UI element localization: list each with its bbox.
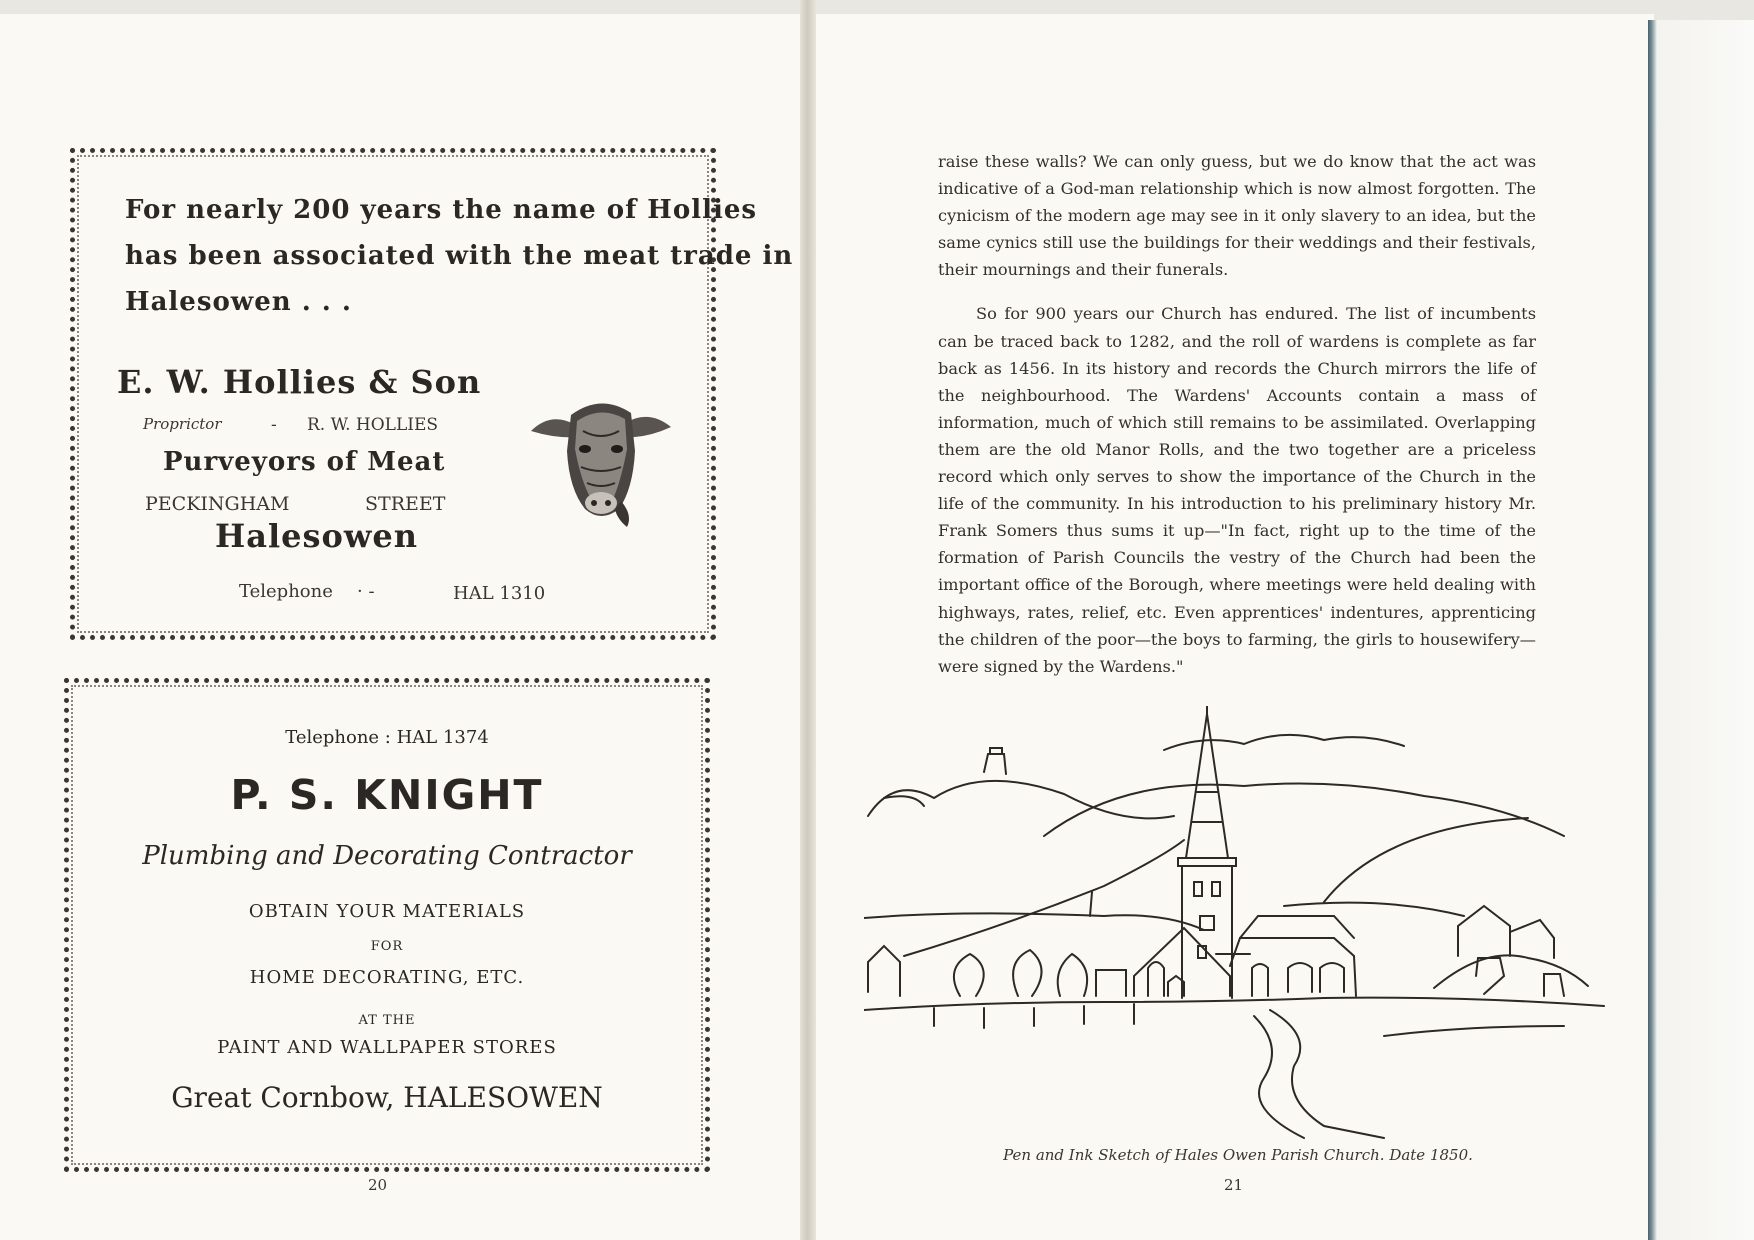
page-number-right: 21 bbox=[1224, 1176, 1244, 1194]
bull-head-icon bbox=[521, 391, 681, 531]
sketch-caption: Pen and Ink Sketch of Hales Owen Parish Church. Date 1850. bbox=[1003, 1146, 1473, 1164]
knight-line-4: AT THE bbox=[358, 1013, 416, 1028]
article-paragraph: raise these walls? We can only guess, but we do know that the act was indicative of a God-man relationship which is now almost forgotten. The cynicism of the modern age may see in it only slavery to an idea, but the same cynics still use the buildings for their weddings and their festivals, their mournings and their funerals. bbox=[938, 152, 1536, 280]
article-paragraph: So for 900 years our Church has endured. The list of incumbents can be traced back to 1282, and the roll of wardens is complete as far back as 1456. In its history and records the Church mirrors the life of the neighbourhood. The Wardens' Accounts contain a mass of information, much of which still remains to be assimilated. Overlapping them are the old Manor Rolls, and the two together are a priceless record which only serves to show the importance of the Church in the life of the community. In his introduction to his preliminary history Mr. Frank Somers thus sums it up—"In fact, right up to the time of the formation of Parish Councils the vestry of the Church had been the important office of the Borough, where meetings were held dealing with highways, rates, relief, etc. Even apprentices' indentures, apprenticing the children of the poor—the boys to farming, the girls to housewifery—were signed by the Wardens." bbox=[938, 304, 1536, 676]
hollies-telephone-separator: · - bbox=[357, 581, 375, 602]
knight-trade: Plumbing and Decorating Contractor bbox=[142, 841, 632, 871]
knight-advert bbox=[64, 678, 710, 1172]
proprietor-separator: - bbox=[271, 415, 277, 435]
church-sketch-illustration bbox=[864, 706, 1612, 1140]
page-number-left: 20 bbox=[368, 1176, 388, 1194]
page-edge bbox=[1648, 20, 1754, 1240]
knight-line-1: OBTAIN YOUR MATERIALS bbox=[248, 901, 526, 922]
hollies-intro-line-2: has been associated with the meat trade in bbox=[125, 241, 794, 271]
knight-town: Great Cornbow, HALESOWEN bbox=[171, 1081, 603, 1114]
book-gutter bbox=[800, 0, 816, 1240]
street-name-right: STREET bbox=[365, 493, 446, 515]
hollies-telephone-number: HAL 1310 bbox=[453, 583, 546, 604]
proprietor-label: Proprictor bbox=[143, 415, 222, 433]
hollies-firm-name: E. W. Hollies & Son bbox=[117, 363, 482, 401]
knight-name: P. S. KNIGHT bbox=[230, 771, 544, 819]
purveyors-of-meat: Purveyors of Meat bbox=[163, 447, 446, 477]
hollies-intro-line-3: Halesowen . . . bbox=[125, 287, 352, 317]
knight-line-3: HOME DECORATING, ETC. bbox=[249, 967, 525, 988]
knight-line-5: PAINT AND WALLPAPER STORES bbox=[217, 1037, 557, 1058]
hollies-town: Halesowen bbox=[215, 517, 419, 555]
hollies-advert bbox=[70, 148, 794, 640]
article-text bbox=[938, 148, 1536, 697]
knight-line-2: FOR bbox=[370, 939, 404, 954]
knight-telephone: Telephone : HAL 1374 bbox=[285, 727, 489, 748]
proprietor-name: R. W. HOLLIES bbox=[307, 415, 439, 435]
street-name-left: PECKINGHAM bbox=[145, 493, 290, 515]
hollies-telephone-label: Telephone bbox=[239, 581, 333, 602]
hollies-intro-line-1: For nearly 200 years the name of Hollies bbox=[125, 195, 758, 225]
